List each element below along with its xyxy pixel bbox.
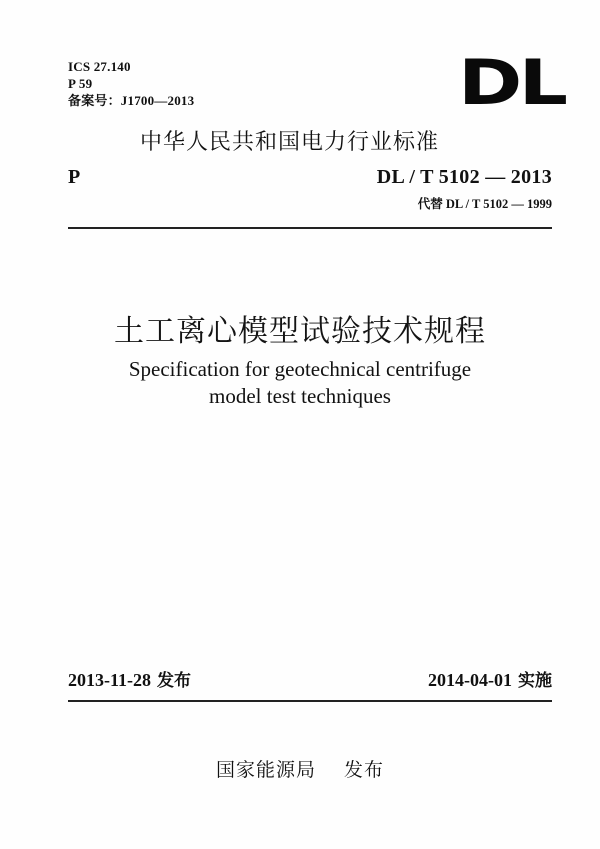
publisher-action: 发布	[344, 759, 385, 781]
issue-label: 发布	[157, 671, 191, 691]
classification-letter: P	[68, 166, 81, 188]
ccs-code: P 59	[68, 76, 93, 91]
implementation-label: 实施	[518, 671, 552, 691]
replaces-standard: 代替 DL / T 5102 — 1999	[417, 197, 552, 211]
standard-number: DL / T 5102 — 2013	[376, 166, 552, 188]
document-title-chinese: 土工离心模型试验技术规程	[114, 314, 486, 349]
ics-code: ICS 27.140	[68, 59, 131, 74]
publisher-line	[0, 755, 600, 782]
document-title-english	[0, 356, 600, 410]
standard-type-title: 中华人民共和国电力行业标准	[140, 130, 440, 155]
dl-logo: DL	[458, 46, 565, 119]
publisher-name: 国家能源局	[215, 759, 316, 781]
bottom-divider	[68, 700, 552, 702]
issue-date-block	[68, 666, 191, 691]
classification-codes	[68, 58, 194, 109]
record-number: 备案号：J1700—2013	[68, 93, 195, 108]
english-title-line-2: model test techniques	[209, 384, 391, 408]
implementation-date-block	[428, 666, 552, 691]
english-title-line-1: Specification for geotechnical centrifuge	[128, 357, 472, 381]
issue-date: 2013-11-28	[68, 670, 151, 690]
implementation-date: 2014-04-01	[428, 670, 512, 690]
top-divider	[68, 227, 552, 229]
